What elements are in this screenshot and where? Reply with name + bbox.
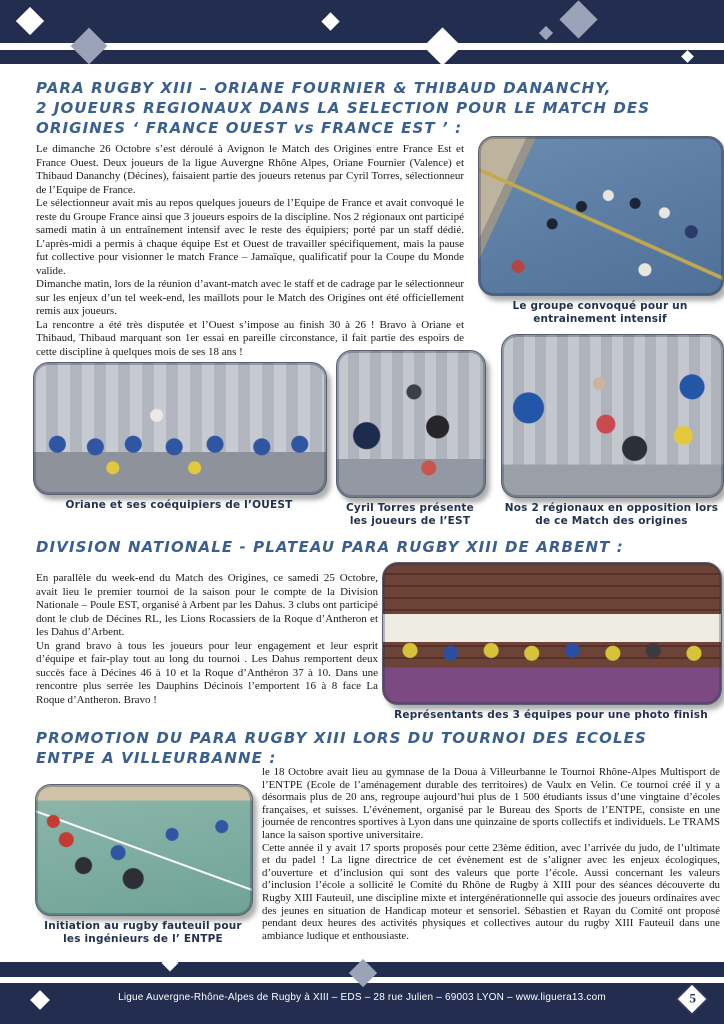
paragraph: Un grand bravo à tous les joueurs pour leur engagement et leur esprit d’équipe et fair-play tout au long du tournoi . Les Dahus remportent deux succès face à Décines 46 à 10 et la Roque d’Anthéron 37 à 10. Dans une rencontre plus serrée les Dauphins Décinois l’emportent 16 à 8 face La Roque d’Antheron. Bravo !	[36, 639, 378, 706]
title-line: PARA RUGBY XIII – ORIANE FOURNIER & THIBAUD DANANCHY,	[36, 79, 612, 97]
title-line: ORIGINES ‘ FRANCE OUEST vs FRANCE EST ’ :	[36, 119, 463, 137]
paragraph: Dimanche matin, lors de la réunion d’avant-match avec le staff et de cadrage par le sélectionneur sur les enjeux d’un tel week-end, les maillots pour le Match des Origines ont été officiellement remis aux joueurs.	[36, 278, 464, 317]
title-line: PROMOTION DU PARA RUGBY XIII LORS DU TOURNOI DES ECOLES	[36, 729, 647, 747]
paragraph: Le sélectionneur avait mis au repos quelques joueurs de l’Equipe de France et avait convoqué le reste du Groupe France ainsi que 3 joueurs espoirs de la discipline. Nos 2 régionaux ont participé samedi matin à un entraînement intensif avec le reste des équipiers; porté par un staff dédié. L’après-midi a permis à chaque équipe Est et Ouest de travailler spécifiquement, mais la pause fut collective pour visionner le match France – Jamaïque, qualificatif pour la Coupe du Monde valide.	[36, 197, 464, 277]
photo-card-ouest	[33, 362, 325, 512]
footer-address: Ligue Auvergne-Rhône-Alpes de Rugby à XIII – EDS – 28 rue Julien – 69003 LYON – www.liguera13.com	[118, 992, 606, 1003]
photo-caption: Initiation au rugby fauteuil pour les ingénieurs de l’ ENTPE	[44, 920, 242, 945]
photo-card-opposition	[501, 334, 722, 528]
header-stripe	[0, 50, 724, 64]
photo-initiation-entpe	[35, 784, 253, 916]
section-body-entpe	[262, 766, 720, 942]
photo-cyril-torres	[336, 350, 486, 498]
photo-opposition	[501, 334, 724, 498]
paragraph: le 18 Octobre avait lieu au gymnase de la Doua à Villeurbanne le Tournoi Rhône-Alpes Multisport de l’ENTPE (Ecole de l’aménagement durable des territoires) de Vaulx en Velin. Ce tournoi créé il y a désormais plus de 20 ans, regroupe aujourd’hui plus de 1 500 étudiants issus d’une vingtaine d’écoles françaises, et suisses. L’événement, organisé par le Bureau des Sports de l’ENTPE, consiste en une journée de rencontres sportives à Lyon dans une quinzaine de sports collectifs et individuels. Le TRAMS lance la saison sportive universitaire.	[262, 766, 720, 841]
title-line: ENTPE A VILLEURBANNE :	[36, 749, 277, 767]
photo-equipe-ouest	[33, 362, 327, 495]
section-body-division-nationale	[36, 572, 378, 707]
section-title-match-des-origines	[36, 78, 676, 138]
paragraph: Cette année il y avait 17 sports proposés pour cette 23ème édition, avec l’arrivée du judo, de l’ultimate et du padel ! La ligne directrice de cet évènement est de s’aligner avec les enjeux écologiques, d’ouverture et d’inclusion qui sont des valeurs que porte l’école. Aussi concernant les valeurs d’inclusion l’école a sollicité le Comité du Rhône de Rugby à XIII pour des séances découverte du Rugby XIII Fauteuil, une discipline mixte et intergénérationnelle qui associe des joueurs ordinaires avec des jeunes en situation de Handicap moteur et sensoriel. Sébastien et Rayan du Comité ont proposé pendant deux heures des activités physiques et collectives autour du rugby XIII Fauteuil dans une ambiance ludique et enthousiaste.	[262, 841, 720, 942]
section-body-match-des-origines	[36, 143, 464, 359]
paragraph: Le dimanche 26 Octobre s’est déroulé à Avignon le Match des Origines entre France Est et France Ouest. Deux joueurs de la ligue Auvergne Rhône Alpes, Oriane Fournier (Valence) et Thibaud Dananchy (Décines), faisaient partie des joueurs retenus par Cyril Torres, sélectionneur de l’Equipe de France.	[36, 143, 464, 196]
header-band	[0, 0, 724, 43]
photo-entrainement-intensif	[478, 136, 724, 296]
photo-trois-equipes	[382, 562, 722, 705]
paragraph: La rencontre a été très disputée et l’Ouest s’impose au finish 30 à 26 ! Bravo à Oriane et Thibaud, Thibaud marquant son 1er essai en pareille circonstance, il fait partie des espoirs de cette discipline à quelques mois de ses 18 ans !	[36, 318, 464, 358]
photo-card-initiation	[35, 784, 251, 946]
title-line: 2 JOUEURS REGIONAUX DANS LA SELECTION POUR LE MATCH DES	[36, 99, 651, 117]
photo-card-photo-finish	[382, 562, 720, 722]
section-title-entpe	[36, 728, 724, 768]
photo-card-entrainement	[478, 136, 722, 326]
page-number: 5	[689, 990, 696, 1006]
photo-caption: Oriane et ses coéquipiers de l’OUEST	[65, 499, 293, 511]
photo-caption: Cyril Torres présente les joueurs de l’EST	[346, 502, 474, 527]
footer-band	[0, 983, 724, 1024]
paragraph: En parallèle du week-end du Match des Origines, ce samedi 25 Octobre, avait lieu le premier tournoi de la saison pour le compte de la Division Nationale – Poule EST, organisé à Arbent par les Dahus. 3 clubs ont participé dont le club de Décines RL, les Lions Rocassiers de la Roque d’Antheron et les Dahus d’Arbent.	[36, 572, 378, 638]
section-title-division-nationale: DIVISION NATIONALE - PLATEAU PARA RUGBY XIII DE ARBENT :	[36, 538, 624, 556]
photo-caption: Nos 2 régionaux en opposition lors de ce Match des origines	[504, 502, 719, 527]
photo-caption: Le groupe convoqué pour un entrainement intensif	[512, 300, 688, 325]
photo-card-est	[336, 350, 484, 528]
photo-caption: Représentants des 3 équipes pour une photo finish	[394, 709, 708, 721]
